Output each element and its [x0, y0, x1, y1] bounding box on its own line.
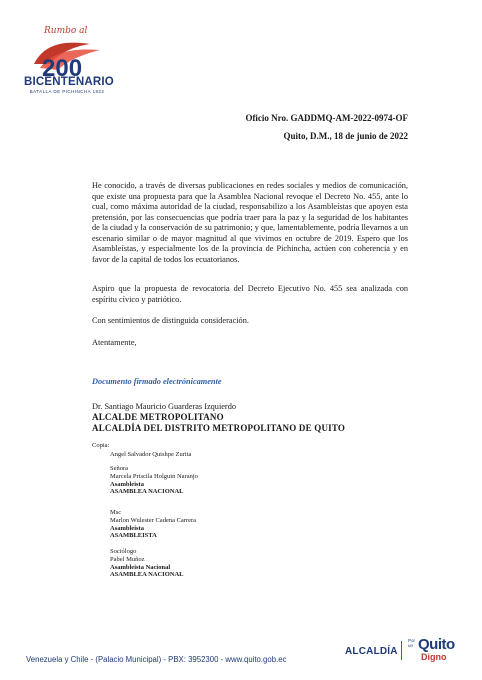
- cc-name: Angel Salvador Quishpe Zurita: [110, 451, 192, 458]
- footer-address: Venezuela y Chile - (Palacio Municipal) - PBX: 3952300 - www.quito.gob.ec: [26, 655, 287, 664]
- logo-quito: Quito: [418, 636, 455, 653]
- logo-script-text: Rumbo al: [44, 26, 88, 36]
- cc-prefix: Sociólogo: [110, 548, 137, 555]
- body-paragraph-2: Aspiro que la propuesta de revocatoria del Decreto Ejecutivo No. 455 sea analizada con espíritu cívico y patriótico.: [92, 284, 408, 304]
- cc-org: ASAMBLEA NACIONAL: [110, 488, 184, 496]
- signer-block: [92, 402, 345, 433]
- copia-label: Copia:: [92, 442, 110, 449]
- logo-word: BICENTENARIO: [24, 76, 114, 88]
- bicentenario-emblem-icon: [30, 34, 106, 78]
- logo-number: 200: [42, 55, 83, 78]
- logo-sub: BATALLA DE PICHINCHA 1822: [29, 89, 105, 94]
- body-paragraph-3: Con sentimientos de distinguida consideración.: [92, 316, 249, 325]
- bicentenario-logo: [24, 26, 114, 102]
- signer-institution: ALCALDÍA DEL DISTRITO METROPOLITANO DE QUITO: [92, 422, 346, 433]
- cc-name: Marcela Priscila Holguin Naranjo: [110, 472, 198, 480]
- cc-name: Pabel Muñoz: [110, 555, 145, 563]
- logo-por-un: Por un: [408, 638, 416, 648]
- closing: Atentamente,: [92, 338, 137, 347]
- document-date: Quito, D.M., 18 de junio de 2022: [283, 131, 408, 141]
- cc-prefix: Señora: [110, 465, 129, 472]
- cc-prefix: Msc: [110, 509, 122, 516]
- signer-name: Dr. Santiago Mauricio Guarderas Izquierdo: [92, 402, 236, 411]
- body-paragraph-1: He conocido, a través de diversas publicaciones en redes sociales y medios de comunicación, que existe una propuesta para que la Asamblea Nacional revoque el Decreto No. 455, ante lo cual, como máxima autoridad de la ciudad, responsabilizo a los Asambleístas que apoyen esta pretensión, por las consecuencias que podría traer para la paz y la seguridad de los habitantes de la ciudad y la conservación de su patrimonio; y que, lamentablemente, podría llevarnos a un escenario similar o de mayor magnitud al que vivimos en octubre de 2019. Espero que los Asambleístas, y especialmente los de la provincia de Pichincha, actúen con coherencia y en favor de la capital de todos los ecuatorianos.: [92, 181, 408, 264]
- signer-title: ALCALDE METROPOLITANO: [92, 412, 224, 422]
- footer-alcaldia: ALCALDÍA: [345, 646, 398, 657]
- cc-role: Asambleista: [110, 480, 144, 488]
- cc-entry-1: [110, 451, 191, 459]
- oficio-number: Oficio Nro. GADDMQ-AM-2022-0974-OF: [245, 113, 408, 123]
- logo-digno: Digno: [421, 652, 447, 662]
- cc-role: Asambleista: [110, 524, 144, 532]
- quito-digno-logo: [408, 637, 460, 667]
- cc-name: Marlon Wulester Cadena Carrera: [110, 516, 197, 524]
- cc-entry-2: [110, 465, 198, 496]
- cc-org: ASAMBLEISTA: [110, 532, 157, 540]
- cc-org: ASAMBLEA NACIONAL: [110, 571, 184, 579]
- electronic-signature-note: Documento firmado electrónicamente: [92, 377, 222, 386]
- cc-role: Asambleista Nacional: [110, 563, 171, 571]
- cc-entry-4: [110, 548, 184, 579]
- footer-divider: [401, 641, 402, 660]
- cc-entry-3: [110, 509, 196, 540]
